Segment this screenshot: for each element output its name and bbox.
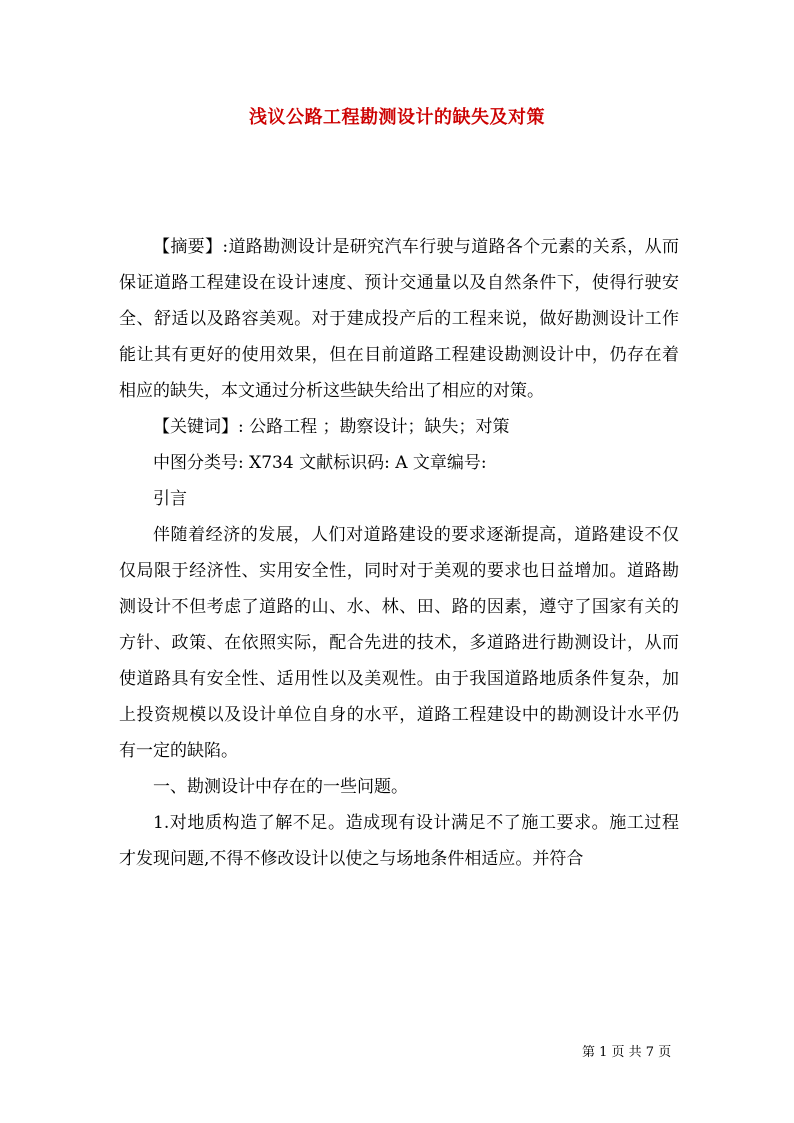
- section-1-heading: 一、勘测设计中存在的一些问题。: [153, 777, 408, 797]
- keywords-paragraph: 【关键词】: 公路工程 ；勘察设计；缺失；对策: [153, 417, 510, 437]
- document-title: 浅议公路工程勘测设计的缺失及对策: [249, 107, 545, 128]
- intro-heading: 引言: [153, 489, 187, 509]
- classification-paragraph: 中图分类号: X734 文献标识码: A 文章编号:: [153, 453, 487, 473]
- abstract-paragraph: 【摘要】:道路勘测设计是研究汽车行驶与道路各个元素的关系，从而保证道路工程建设在设计速度、预计交通量以及自然条件下，使得行驶安全、舒适以及路容美观。对于建成投产后的工程来说，做好勘测设计工作能让其有更好的使用效果，但在目前道路工程建设勘测设计中，仍存在着相应的缺失，本文通过分析这些缺失给出了相应的对策。: [119, 237, 679, 401]
- document-body: [119, 229, 679, 877]
- intro-paragraph: 伴随着经济的发展，人们对道路建设的要求逐渐提高，道路建设不仅仅局限于经济性、实用安全性，同时对于美观的要求也日益增加。道路勘测设计不但考虑了道路的山、水、林、田、路的因素，遵守了国家有关的方针、政策、在依照实际，配合先进的技术，多道路进行勘测设计，从而使道路具有安全性、适用性以及美观性。由于我国道路地质条件复杂，加上投资规模以及设计单位自身的水平，道路工程建设中的勘测设计水平仍有一定的缺陷。: [119, 525, 679, 761]
- page-footer: 第 1 页 共 7 页: [582, 1045, 672, 1060]
- section-1-item-1: 1.对地质构造了解不足。造成现有设计满足不了施工要求。施工过程才发现问题,不得不修改设计以使之与场地条件相适应。并符合: [119, 813, 679, 869]
